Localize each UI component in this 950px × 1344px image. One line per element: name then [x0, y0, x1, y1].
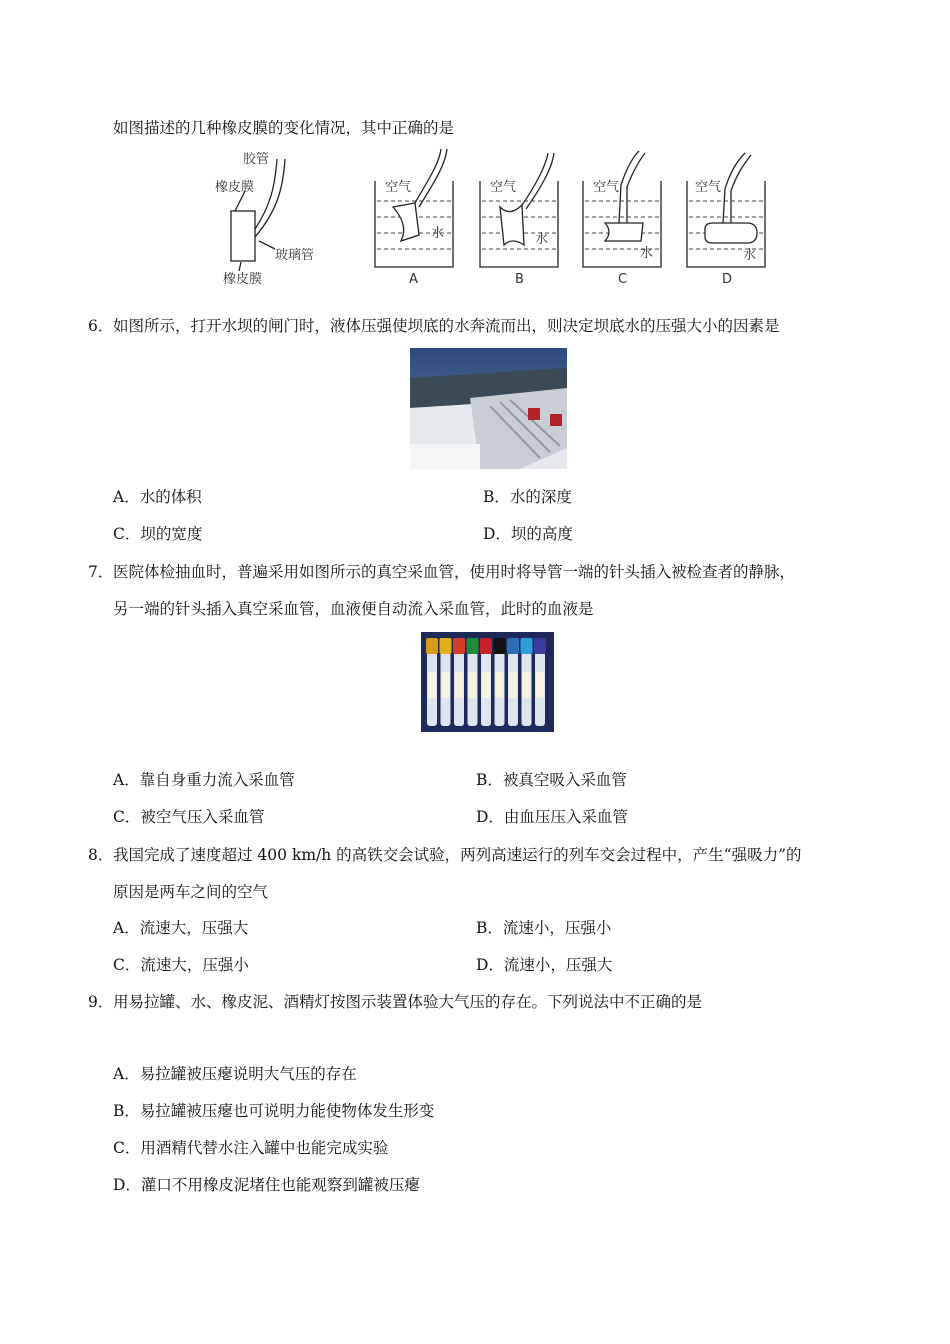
- blood-tube: [426, 638, 438, 726]
- q8-number: 8．: [88, 846, 114, 864]
- q9-stem: 用易拉罐、水、橡皮泥、酒精灯按图示装置体验大气压的存在。下列说法中不正确的是: [113, 993, 703, 1011]
- q9-option-c: C．用酒精代替水注入罐中也能完成实验: [113, 1139, 389, 1157]
- blood-tube: [494, 638, 506, 726]
- q6-option-a: A．水的体积: [113, 488, 202, 506]
- q8-option-c: C．流速大，压强小: [113, 956, 249, 974]
- q6-number: 6．: [88, 317, 114, 335]
- air-label-b: 空气: [490, 180, 517, 195]
- q8-option-d: D．流速小，压强大: [476, 956, 613, 974]
- q8-stem-line1: 我国完成了速度超过 400 km/h 的高铁交会试验，两列高速运行的列车交会过程中，产生“强吸力”的: [113, 846, 802, 864]
- water-label-c: 水: [640, 246, 654, 261]
- q9-option-a: A．易拉罐被压瘪说明大气压的存在: [113, 1065, 357, 1083]
- water-label-d: 水: [743, 248, 757, 263]
- q6-option-d: D．坝的高度: [483, 525, 573, 543]
- water-label-b: 水: [535, 232, 549, 247]
- blood-tube: [507, 638, 519, 726]
- q7-option-d: D．由血压压入采血管: [476, 808, 628, 826]
- q6-option-c: C．坝的宽度: [113, 525, 203, 543]
- q8-option-a: A．流速大，压强大: [113, 919, 249, 937]
- q7-number: 7．: [88, 563, 114, 581]
- air-label-a: 空气: [385, 180, 412, 195]
- label-membrane-top: 橡皮膜: [215, 180, 255, 195]
- water-label-a: 水: [431, 226, 445, 241]
- panel-label-d: D: [722, 272, 733, 287]
- blood-tube: [467, 638, 479, 726]
- q9-option-d: D．灌口不用橡皮泥堵住也能观察到罐被压瘪: [113, 1176, 420, 1194]
- q8-option-b: B．流速小，压强小: [476, 919, 612, 937]
- q7-stem-line2: 另一端的针头插入真空采血管，血液便自动流入采血管，此时的血液是: [113, 600, 594, 618]
- blood-tube: [534, 638, 546, 726]
- blood-tube: [440, 638, 452, 726]
- q6-option-b: B．水的深度: [483, 488, 572, 506]
- blood-tube: [453, 638, 465, 726]
- label-tube: 胶管: [243, 152, 270, 167]
- q5-stem: 如图描述的几种橡皮膜的变化情况，其中正确的是: [113, 119, 455, 137]
- q7-option-c: C．被空气压入采血管: [113, 808, 265, 826]
- q7-option-a: A．靠自身重力流入采血管: [113, 771, 295, 789]
- blood-tube: [480, 638, 492, 726]
- dam-photo: [410, 348, 567, 469]
- q5-membrane-figure: [205, 145, 780, 290]
- blood-tubes-photo: [421, 632, 554, 732]
- q7-stem-line1: 医院体检抽血时，普遍采用如图所示的真空采血管，使用时将导管一端的针头插入被检查者的静脉，: [113, 563, 796, 581]
- air-label-d: 空气: [695, 180, 722, 195]
- q6-stem: 如图所示，打开水坝的闸门时，液体压强使坝底的水奔流而出，则决定坝底水的压强大小的因素是: [113, 317, 780, 335]
- q8-stem-line2: 原因是两车之间的空气: [113, 883, 269, 901]
- blood-tube: [521, 638, 533, 726]
- q7-option-b: B．被真空吸入采血管: [476, 771, 627, 789]
- label-membrane-bottom: 橡皮膜: [223, 272, 263, 287]
- q9-option-b: B．易拉罐被压瘪也可说明力能使物体发生形变: [113, 1102, 435, 1120]
- q9-number: 9．: [88, 993, 114, 1011]
- label-glass: 玻璃管: [275, 248, 315, 263]
- panel-label-b: B: [515, 272, 524, 287]
- air-label-c: 空气: [593, 180, 620, 195]
- panel-label-a: A: [409, 272, 418, 287]
- panel-label-c: C: [618, 272, 628, 287]
